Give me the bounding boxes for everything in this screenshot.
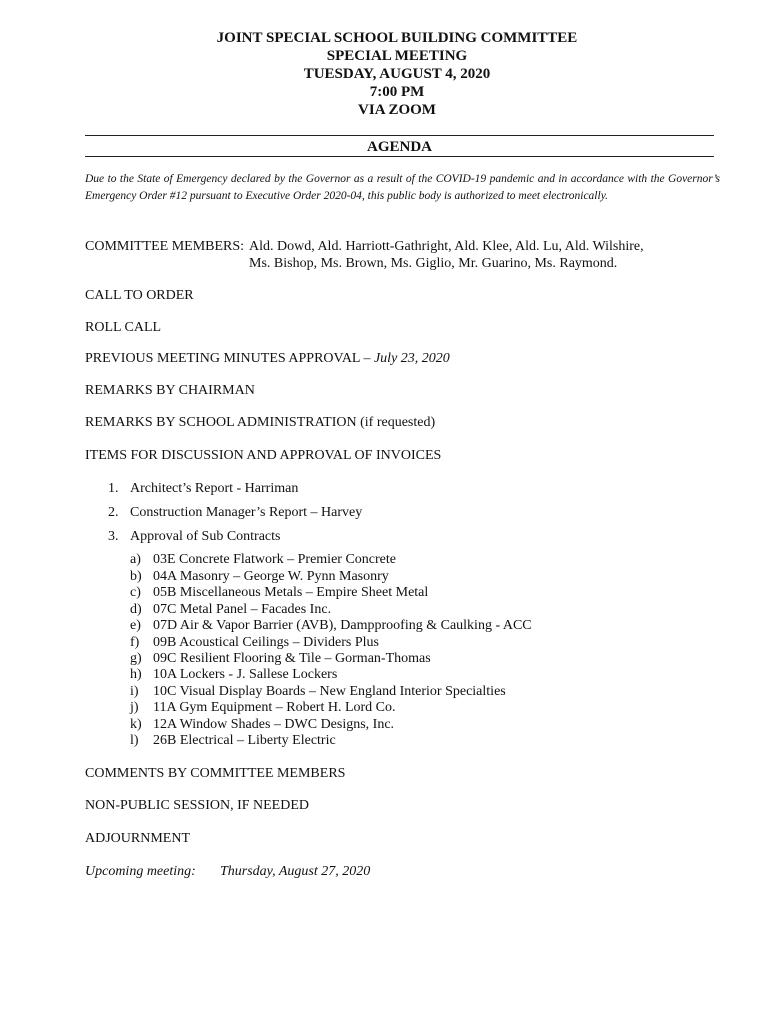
sub-text: 07D Air & Vapor Barrier (AVB), Dampproofing & Caulking - ACC [153, 618, 532, 633]
sub-letter: f) [130, 634, 140, 650]
sub-letter: a) [130, 552, 141, 567]
meeting-header [0, 29, 770, 119]
subcontract-item [130, 667, 337, 683]
subcontract-item [130, 585, 428, 601]
subcontract-item [130, 651, 431, 667]
list-item [108, 480, 298, 497]
top-divider [85, 135, 714, 136]
members-line-1: Ald. Dowd, Ald. Harriott-Gathright, Ald. Klee, Ald. Lu, Ald. Wilshire, [249, 239, 644, 254]
sub-letter: l) [130, 733, 139, 748]
discussion-items: ITEMS FOR DISCUSSION AND APPROVAL OF INVOICES [85, 448, 442, 463]
subcontract-item [130, 618, 532, 634]
upcoming-label: Upcoming meeting: [85, 864, 196, 879]
header-committee-name: JOINT SPECIAL SCHOOL BUILDING COMMITTEE [216, 30, 578, 46]
subcontract-item [130, 684, 506, 700]
item-number: 1. [108, 481, 119, 496]
header-time: 7:00 PM [369, 84, 425, 100]
sub-letter: i) [130, 683, 139, 699]
sub-letter: g) [130, 651, 142, 666]
roll-call: ROLL CALL [85, 320, 162, 335]
upcoming-date: Thursday, August 27, 2020 [220, 864, 371, 879]
list-item [108, 528, 280, 545]
sub-letter: e) [130, 618, 141, 633]
remarks-chairman: REMARKS BY CHAIRMAN [85, 383, 255, 398]
sub-text: 11A Gym Equipment – Robert H. Lord Co. [153, 700, 396, 715]
sub-text: 10C Visual Display Boards – New England Interior Specialties [153, 683, 506, 699]
subcontract-item [130, 569, 389, 585]
header-meeting-type: SPECIAL MEETING [326, 48, 468, 64]
item-text: Approval of Sub Contracts [130, 529, 281, 544]
sub-letter: c) [130, 585, 141, 600]
sub-letter: k) [130, 716, 142, 732]
sub-text: 12A Window Shades – DWC Designs, Inc. [153, 716, 395, 732]
members-label: COMMITTEE MEMBERS: [85, 239, 245, 254]
item-number: 2. [108, 505, 119, 520]
sub-letter: j) [130, 700, 139, 715]
sub-letter: h) [130, 667, 142, 682]
subcontract-item [130, 552, 396, 568]
sub-text: 05B Miscellaneous Metals – Empire Sheet Metal [153, 585, 429, 600]
header-location: VIA ZOOM [358, 102, 436, 118]
sub-text: 26B Electrical – Liberty Electric [153, 733, 336, 748]
minutes-date: July 23, 2020 [373, 351, 450, 366]
sub-text: 09B Acoustical Ceilings – Dividers Plus [153, 634, 379, 650]
subcontract-item [130, 717, 394, 733]
sub-text: 10A Lockers - J. Sallese Lockers [153, 667, 338, 682]
list-item [108, 504, 362, 521]
sub-letter: b) [130, 568, 142, 584]
minutes-approval [85, 350, 450, 367]
members-list [249, 238, 729, 272]
sub-text: 04A Masonry – George W. Pynn Masonry [153, 568, 389, 584]
sub-letter: d) [130, 601, 142, 617]
emergency-notice: Due to the State of Emergency declared by the Governor as a result of the COVID-19 pandemic and in accordance with the Governor’s Emergency Order #12 pursuant to Executive Order 2020-04, this public body is authorized to meet electronically. [85, 173, 720, 202]
minutes-label: PREVIOUS MEETING MINUTES APPROVAL – [85, 351, 374, 366]
adjournment: ADJOURNMENT [85, 831, 190, 846]
subcontract-item [130, 733, 336, 749]
header-date: TUESDAY, AUGUST 4, 2020 [303, 66, 491, 82]
item-text: Construction Manager’s Report – Harvey [130, 505, 363, 520]
agenda-title: AGENDA [366, 139, 432, 155]
item-number: 3. [108, 529, 119, 544]
committee-comments: COMMENTS BY COMMITTEE MEMBERS [85, 766, 346, 781]
upcoming-meeting [85, 863, 371, 880]
call-to-order: CALL TO ORDER [85, 288, 194, 303]
bottom-divider [85, 156, 714, 157]
sub-text: 03E Concrete Flatwork – Premier Concrete [153, 552, 396, 567]
subcontract-item [130, 635, 379, 651]
members-line-2: Ms. Bishop, Ms. Brown, Ms. Giglio, Mr. Guarino, Ms. Raymond. [249, 256, 618, 271]
subcontract-item [130, 700, 396, 716]
sub-text: 09C Resilient Flooring & Tile – Gorman-Thomas [153, 651, 431, 666]
item-text: Architect’s Report - Harriman [130, 481, 299, 496]
non-public-session: NON-PUBLIC SESSION, IF NEEDED [85, 798, 310, 813]
remarks-administration: REMARKS BY SCHOOL ADMINISTRATION (if requested) [85, 415, 436, 430]
subcontract-item [130, 602, 331, 618]
sub-text: 07C Metal Panel – Facades Inc. [153, 601, 332, 617]
